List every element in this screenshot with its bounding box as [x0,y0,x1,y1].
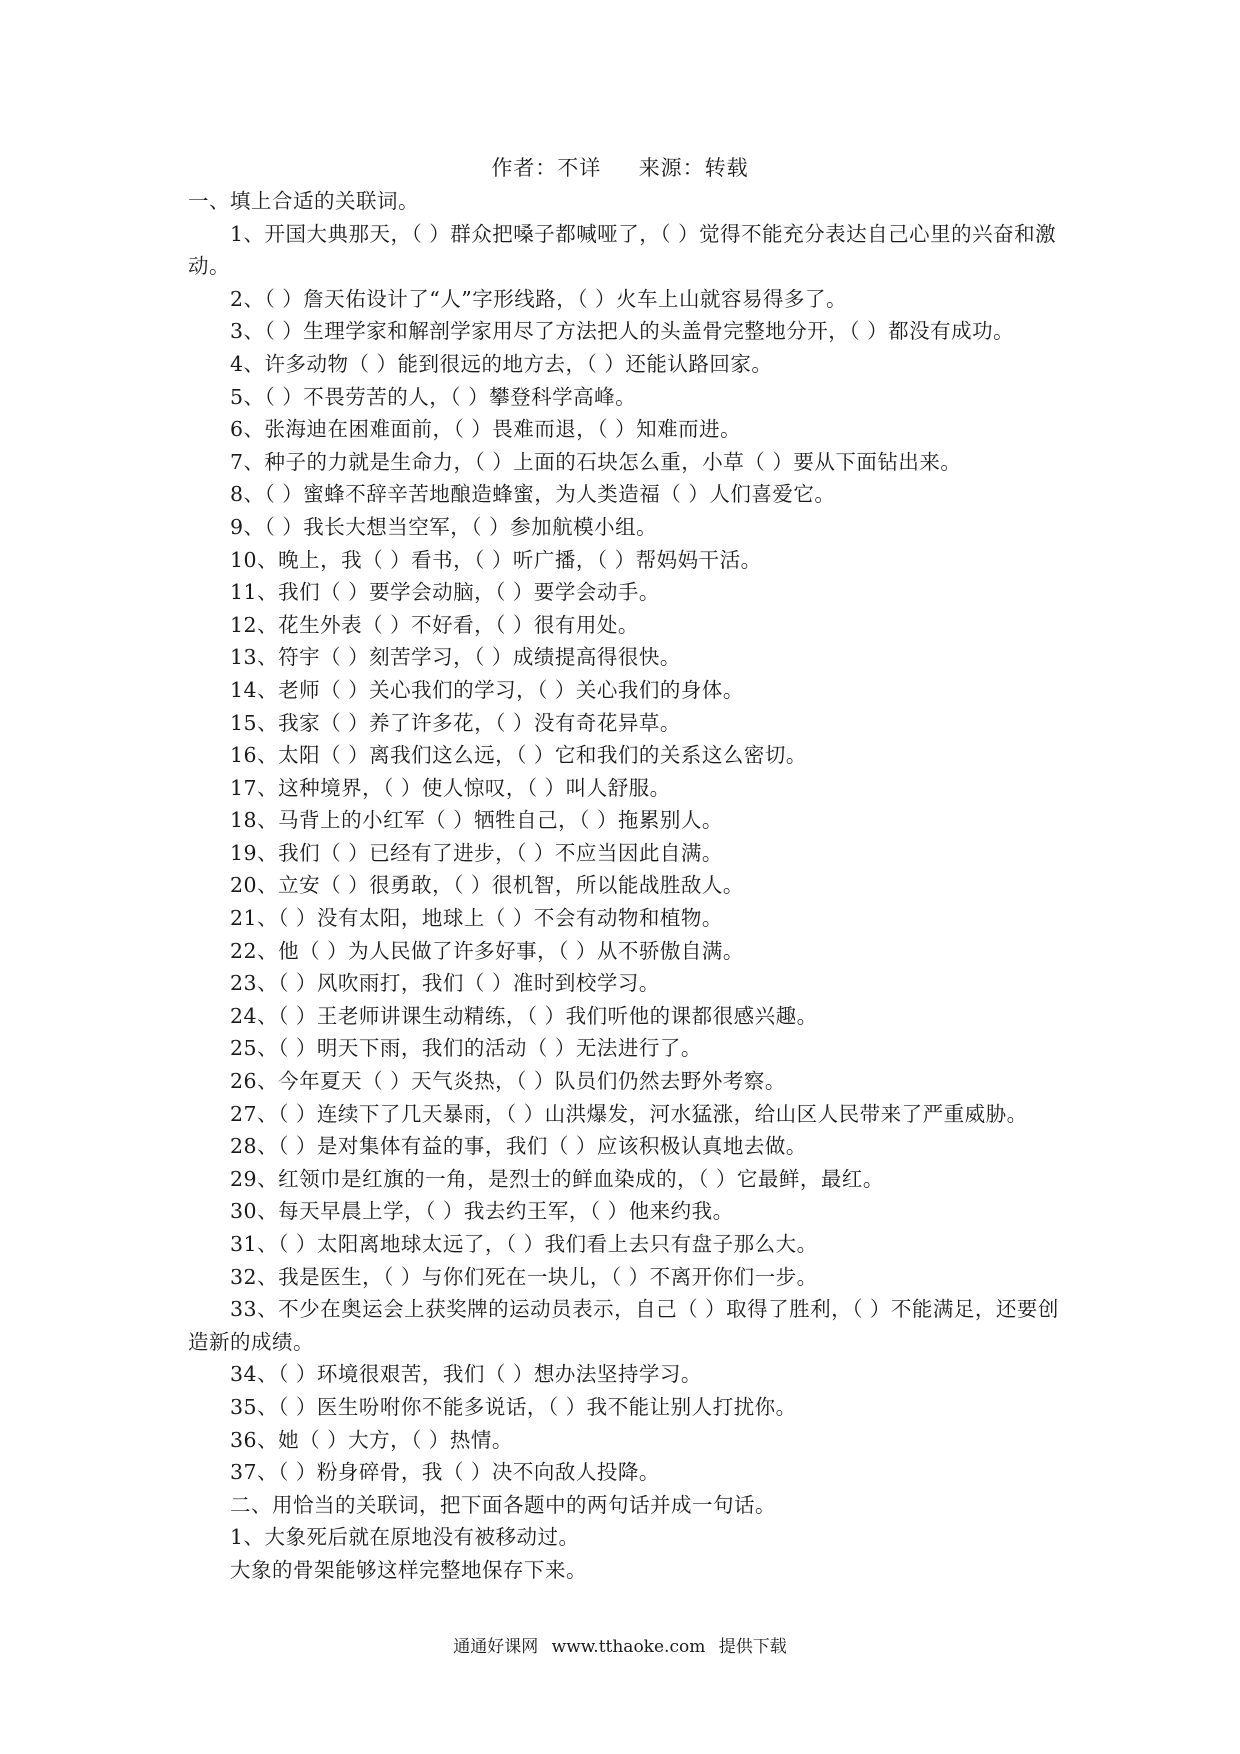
exercise-item: 22、他（ ）为人民做了许多好事，（ ）从不骄傲自满。 [230,938,744,963]
section-1-title: 一、填上合适的关联词。 [188,189,419,213]
source-label: 来源：转载 [638,156,749,180]
author-label: 作者：不详 [491,156,602,180]
exercise-item: 20、立安（ ）很勇敢，（ ）很机智，所以能战胜敌人。 [230,873,744,898]
document-body [188,185,1060,1587]
exercise-item: 23、（ ）风吹雨打，我们（ ）准时到校学习。 [230,971,660,996]
exercise-item: 31、（ ）太阳离地球太远了，（ ）我们看上去只有盘子那么大。 [230,1232,818,1256]
exercise-item: 28、（ ）是对集体有益的事，我们（ ）应该积极认真地去做。 [230,1134,807,1159]
article-meta [0,152,1240,182]
page-footer [0,1632,1240,1657]
exercise-item: 29、红领巾是红旗的一角，是烈士的鲜血染成的，（ ）它最鲜，最红。 [230,1166,884,1191]
section-2-title: 二、用恰当的关联词，把下面各题中的两句话并成一句话。 [230,1492,776,1517]
exercise-item: 25、（ ）明天下雨，我们的活动（ ）无法进行了。 [230,1036,702,1061]
exercise-item: 36、她（ ）大方，（ ）热情。 [230,1427,513,1452]
exercise-item: 5、（ ）不畏劳苦的人，（ ）攀登科学高峰。 [230,384,637,409]
exercise-item: 24、（ ）王老师讲课生动精练，（ ）我们听他的课都很感兴趣。 [230,1003,818,1028]
exercise-item: 16、太阳（ ）离我们这么远，（ ）它和我们的关系这么密切。 [230,743,807,768]
exercise-item: 18、马背上的小红军（ ）牺牲自己，（ ）拖累别人。 [230,808,723,833]
exercise-item: 3、（ ）生理学家和解剖学家用尽了方法把人的头盖骨完整地分开，（ ）都没有成功。 [230,319,1015,344]
footer-suffix: 提供下载 [718,1637,787,1657]
exercise-item: 4、许多动物（ ）能到很远的地方去，（ ）还能认路回家。 [230,351,773,376]
exercise-item: 1、开国大典那天，（ ）群众把嗓子都喊哑了，（ ）觉得不能充分表达自己心里的兴奋和激动。 [188,221,1057,279]
exercise-item: 30、每天早晨上学，（ ）我去约王军，（ ）他来约我。 [230,1199,734,1224]
exercise-item: 33、不少在奥运会上获奖牌的运动员表示，自己（ ）取得了胜利，（ ）不能满足，还要创造新的成绩。 [188,1297,1059,1354]
exercise-item: 11、我们（ ）要学会动脑，（ ）要学会动手。 [230,580,660,605]
footer-site-name: 通通好课网 [453,1637,539,1657]
exercise-item: 26、今年夏天（ ）天气炎热，（ ）队员们仍然去野外考察。 [230,1069,786,1094]
exercise-item: 27、（ ）连续下了几天暴雨，（ ）山洪爆发，河水猛涨，给山区人民带来了严重威胁。 [230,1101,1028,1126]
exercise-item: 13、符宇（ ）刻苦学习，（ ）成绩提高得很快。 [230,645,681,670]
exercise-item: 21、（ ）没有太阳，地球上（ ）不会有动物和植物。 [230,906,723,931]
exercise-item: 17、这种境界，（ ）使人惊叹，（ ）叫人舒服。 [230,775,671,800]
footer-url[interactable]: www.tthaoke.com [551,1637,706,1657]
exercise-list [188,218,1060,1489]
exercise-item: 6、张海迪在困难面前，（ ）畏难而退，（ ）知难而进。 [230,417,742,442]
exercise-item: 8、（ ）蜜蜂不辞辛苦地酿造蜂蜜，为人类造福（ ）人们喜爱它。 [230,482,836,507]
exercise-item: 34、（ ）环境很艰苦，我们（ ）想办法坚持学习。 [230,1362,702,1387]
exercise-item: 37、（ ）粉身碎骨，我（ ）决不向敌人投降。 [230,1460,660,1485]
exercise-item: 10、晚上，我（ ）看书，（ ）听广播，（ ）帮妈妈干活。 [230,547,762,572]
exercise-item: 35、（ ）医生吩咐你不能多说话，（ ）我不能让别人打扰你。 [230,1394,797,1419]
exercise-item: 32、我是医生，（ ）与你们死在一块儿，（ ）不离开你们一步。 [230,1264,818,1289]
exercise-item: 9、（ ）我长大想当空军，（ ）参加航模小组。 [230,514,658,539]
exercise-item: 19、我们（ ）已经有了进步，（ ）不应当因此自满。 [230,840,723,865]
section-2-item-1: 1、大象死后就在原地没有被移动过。 [230,1525,580,1550]
exercise-item: 7、种子的力就是生命力，（ ）上面的石块怎么重，小草（ ）要从下面钻出来。 [230,449,962,474]
exercise-item: 14、老师（ ）关心我们的学习，（ ）关心我们的身体。 [230,677,744,702]
exercise-item: 12、花生外表（ ）不好看，（ ）很有用处。 [230,612,639,637]
exercise-item: 2、（ ）詹天佑设计了“人”字形线路，（ ）火车上山就容易得多了。 [230,286,848,311]
exercise-item: 15、我家（ ）养了许多花，（ ）没有奇花异草。 [230,710,681,735]
section-2-item-1-line-2: 大象的骨架能够这样完整地保存下来。 [230,1557,587,1582]
